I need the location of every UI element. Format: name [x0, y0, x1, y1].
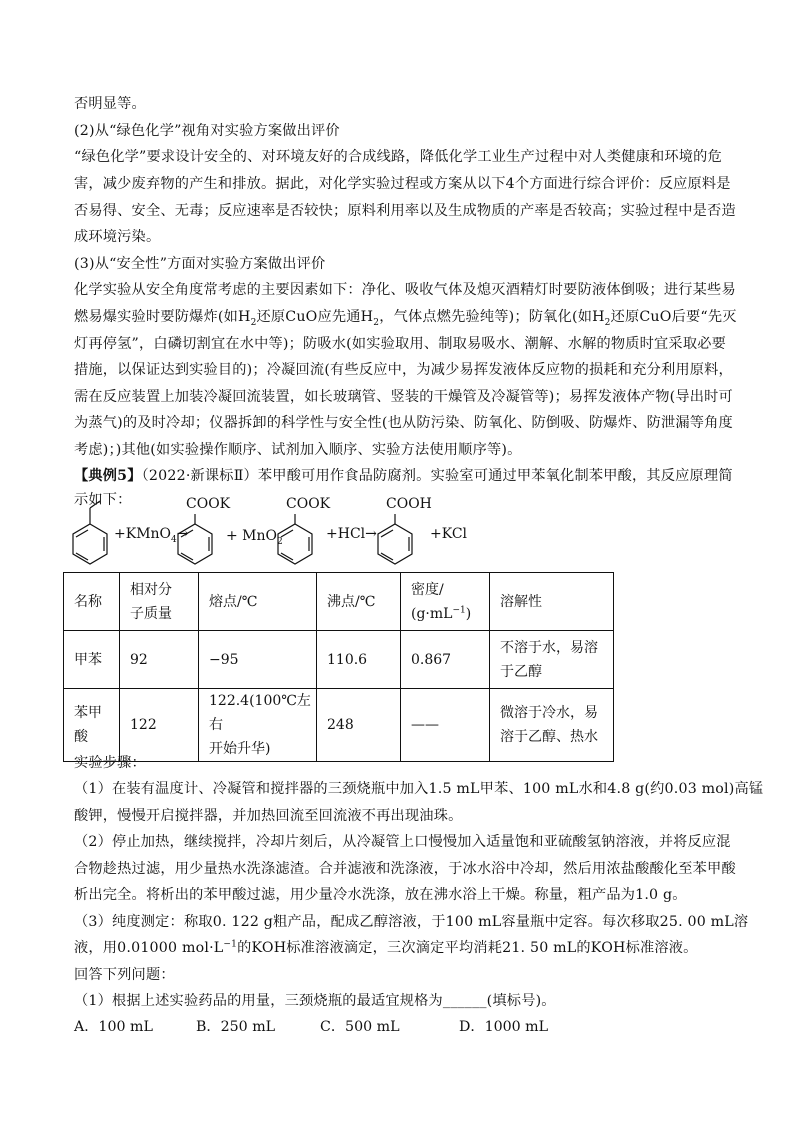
step-line: （2）停止加热，继续搅拌，冷却片刻后，从冷凝管上口慢慢加入适量饱和亚硫酸氢钠溶液，并将反应混: [74, 834, 731, 850]
product-mno2: + MnO$_2$: [226, 528, 283, 547]
example-heading: 【典例5】（2022·新课标Ⅱ）苯甲酸可用作食品防腐剂。实验室可通过甲苯氧化制苯甲酸，其反应原理简: [74, 468, 733, 484]
potassium-benzoate-structure-2: [278, 514, 312, 564]
step-line: （1）在装有温度计、冷凝管和搅拌器的三颈烧瓶中加入1.5 mL甲苯、100 mL水和4.8 g(约0.03 mol)高锰: [74, 781, 764, 797]
option-c: C．500 mL: [320, 1019, 400, 1035]
group-cook-1: COOK: [186, 496, 231, 512]
table-cell: 微溶于冷水，易 溶于乙醇、热水: [490, 689, 614, 762]
paragraph-line: 示如下：: [74, 492, 132, 508]
paragraph-line: 燃易爆实验时要防爆炸(如$H_2$还原CuO应先通$H_2$，气体点燃先验纯等)；防氧化(如$H_2$还原CuO后要“先灭: [74, 309, 737, 328]
header-cell: 沸点/℃: [317, 573, 401, 631]
example-tag: 【典例5】: [74, 468, 142, 484]
paragraph-line: 害，减少废弃物的产生和排放。据此，对化学实验过程或方案从以下4个方面进行综合评价：反应原料是: [74, 176, 731, 192]
step-line: 液，用0.01000 $mol\cdot L^{-1}$的KOH标准溶液滴定，三次滴定平均消耗21. 50 mL的KOH标准溶液。: [74, 939, 698, 956]
table-cell: 0.867: [401, 631, 490, 689]
header-cell: 名称: [64, 573, 120, 631]
table-cell: 122.4(100℃左右 开始升华): [199, 689, 317, 762]
section-heading-safety: (3)从“安全性”方面对实验方案做出评价: [74, 256, 326, 272]
table-row: [64, 689, 614, 762]
paragraph-line: 灯再停氢”，白磷切割宜在水中等)；防吸水(如实验取用、制取易吸水、潮解、水解的物质时宜采取必要: [74, 336, 726, 352]
paragraph-line: 措施，以保证达到实验目的)；冷凝回流(有些反应中，为减少易挥发液体反应物的损耗和充分利用原料，: [74, 362, 733, 378]
option-b: B．250 mL: [196, 1019, 276, 1035]
table-cell: 110.6: [317, 631, 401, 689]
steps-title: 实验步骤：: [74, 755, 146, 771]
table-cell: ——: [401, 689, 490, 762]
paragraph-line: 成环境污染。: [74, 229, 161, 245]
properties-table: [63, 572, 614, 762]
table-row: [64, 631, 614, 689]
step-line: （3）纯度测定：称取0. 122 g粗产品，配成乙醇溶液，于100 mL容量瓶中定容。每次移取25. 00 mL溶: [74, 914, 749, 930]
paragraph-line: “绿色化学”要求设计安全的、对环境友好的合成线路，降低化学工业生产过程中对人类健康和环境的危: [74, 149, 722, 165]
table-cell: 不溶于水，易溶 于乙醇: [490, 631, 614, 689]
table-cell: 122: [120, 689, 199, 762]
option-a: A．100 mL: [74, 1019, 153, 1035]
paragraph-line: 否明显等。: [74, 96, 146, 112]
group-cooh: COOH: [386, 496, 432, 512]
header-cell: 相对分 子质量: [120, 573, 199, 631]
header-cell: 密度/ $(g\cdot mL^{-1})$: [401, 573, 490, 631]
table-cell: 甲苯: [64, 631, 120, 689]
benzoic-acid-structure: [378, 514, 412, 564]
table-cell: −95: [199, 631, 317, 689]
option-d: D．1000 mL: [459, 1019, 549, 1035]
group-cook-2: COOK: [286, 496, 331, 512]
paragraph-line: 需在反应装置上加装冷凝回流装置，如长玻璃管、竖装的干燥管及冷凝管等)；易挥发液体产物(导出时可: [74, 389, 733, 405]
paragraph-line: 为蒸气)的及时冷却；仪器拆卸的科学性与安全性(也从防污染、防氧化、防倒吸、防爆炸、防泄漏等角度: [74, 415, 733, 431]
question-intro: 回答下列问题：: [74, 967, 175, 983]
table-cell: 92: [120, 631, 199, 689]
question-1: （1）根据上述实验药品的用量，三颈烧瓶的最适宜规格为______(填标号)。: [74, 993, 556, 1009]
reaction-scheme: [60, 492, 760, 570]
paragraph-line: 化学实验从安全角度常考虑的主要因素如下：净化、吸收气体及熄灭酒精灯时要防液体倒吸；进行某些易: [74, 282, 736, 298]
table-cell: 苯甲 酸: [64, 689, 120, 762]
header-cell: 溶解性: [490, 573, 614, 631]
section-heading-green-chemistry: (2)从“绿色化学”视角对实验方案做出评价: [74, 123, 340, 139]
reagent-kmno4: +KMnO$_4$→: [114, 526, 189, 545]
header-cell: 熔点/℃: [199, 573, 317, 631]
table-cell: 248: [317, 689, 401, 762]
paragraph-line: 考虑)；)其他(如实验操作顺序、试剂加入顺序、实验方法使用顺序等)。: [74, 442, 522, 458]
toluene-structure: [73, 501, 107, 564]
step-line: 合物趁热过滤，用少量热水洗涤滤渣。合并滤液和洗涤液，于冰水浴中冷却，然后用浓盐酸酸化至苯甲酸: [74, 861, 736, 877]
step-line: 酸钾，慢慢开启搅拌器，并加热回流至回流液不再出现油珠。: [74, 808, 463, 824]
reagent-hcl: +HCl→: [326, 526, 377, 542]
paragraph-line: 否易得、安全、无毒；反应速率是否较快；原料利用率以及生成物质的产率是否较高；实验过程中是否造: [74, 203, 736, 219]
step-line: 析出完全。将析出的苯甲酸过滤，用少量冷水洗涤，放在沸水浴上干燥。称量，粗产品为1.0 g。: [74, 887, 687, 903]
table-header-row: [64, 573, 614, 631]
product-kcl: +KCl: [430, 526, 468, 542]
